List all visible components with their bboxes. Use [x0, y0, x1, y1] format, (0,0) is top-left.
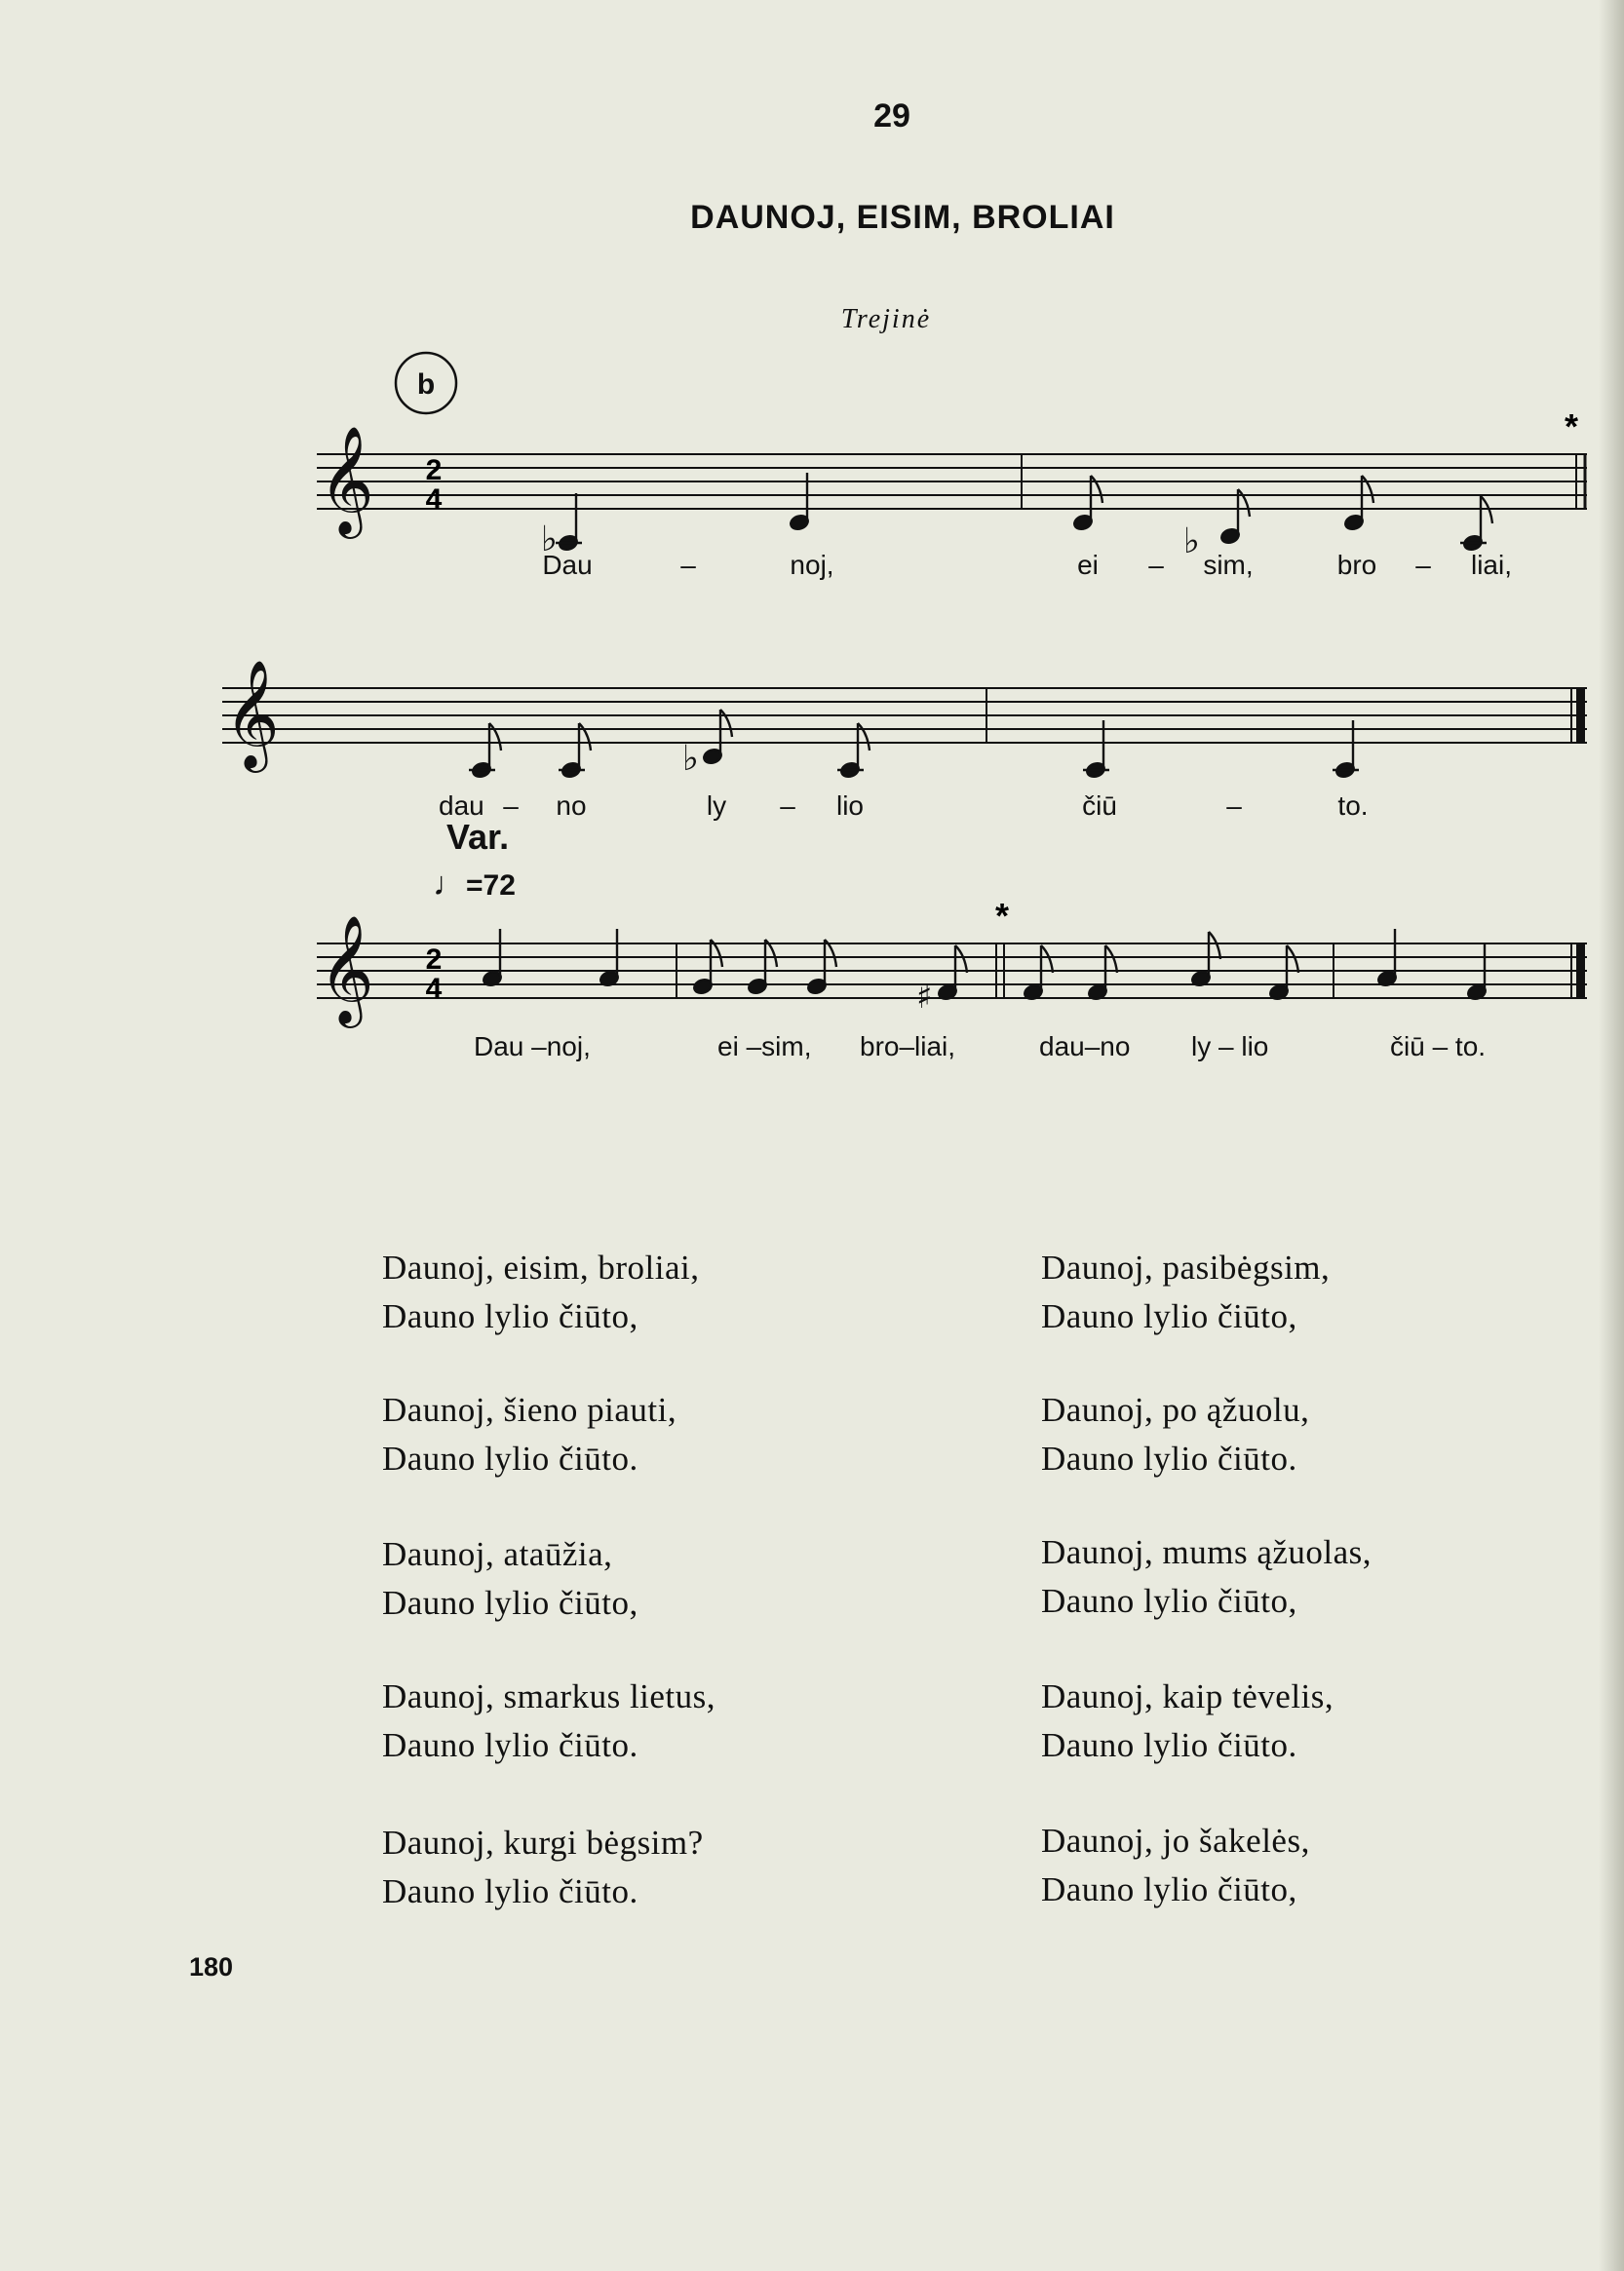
stanza — [382, 1386, 677, 1483]
staff-1-lines — [317, 454, 1587, 509]
note-eighth — [916, 945, 967, 1017]
staff-2-lines — [222, 688, 1587, 743]
note-eighth — [1072, 476, 1102, 531]
verse-line: Daunoj, ataūžia, — [382, 1535, 613, 1573]
variant-system — [317, 896, 1587, 1061]
lyric-syllable: liai, — [1470, 550, 1513, 580]
lyric-syllable: sim, — [1203, 550, 1254, 580]
note-eighth — [1343, 476, 1373, 531]
asterisk-mark: * — [1564, 406, 1579, 446]
verse-line: Daunoj, eisim, broliai, — [382, 1249, 700, 1287]
stanza — [1041, 1528, 1372, 1626]
note-eighth — [469, 723, 501, 779]
note-quarter — [1376, 929, 1397, 987]
lyric-syllable: Dau — [542, 550, 593, 580]
note-eighth — [1087, 945, 1117, 1001]
marker-letter: b — [416, 368, 436, 401]
lyric-hyphen: – — [1415, 550, 1431, 580]
verse-line: Daunoj, po ąžuolu, — [1041, 1391, 1310, 1429]
lyric-hyphen: – — [1148, 550, 1164, 580]
verse-line: Dauno lylio čiūto. — [382, 1872, 638, 1910]
asterisk-mark: * — [994, 896, 1010, 936]
time-signature-bottom: 4 — [425, 973, 443, 1005]
verse-line: Daunoj, kurgi bėgsim? — [382, 1824, 704, 1862]
page-number: 29 — [873, 97, 910, 135]
note-eighth — [559, 723, 591, 779]
verse-line: Dauno lylio čiūto. — [382, 1440, 638, 1478]
note-quarter — [599, 929, 619, 987]
final-barline-thick — [1576, 943, 1585, 998]
stanza — [382, 1530, 638, 1628]
verse-line: Daunoj, mums ąžuolas, — [1041, 1533, 1373, 1571]
verse-line: Daunoj, pasibėgsim, — [1041, 1249, 1331, 1287]
stanza — [382, 1673, 715, 1770]
treble-clef-icon: 𝄞 — [319, 914, 374, 1023]
sharp-icon: ♯ — [916, 978, 933, 1017]
variant-lyric: ei –sim, — [717, 1031, 812, 1061]
flat-icon: ♭ — [541, 520, 558, 559]
treble-clef-icon: 𝄞 — [319, 425, 374, 534]
lyric-hyphen: – — [503, 790, 519, 821]
stanza — [1041, 1244, 1330, 1341]
note-eighth — [1023, 945, 1053, 1001]
lyric-syllable: ly — [706, 790, 727, 821]
stanza — [382, 1819, 704, 1916]
treble-clef-icon: 𝄞 — [224, 659, 280, 768]
lyric-syllable: noj, — [790, 550, 834, 580]
flat-icon: ♭ — [682, 739, 699, 779]
note-quarter — [482, 929, 502, 987]
song-subtitle: Trejinė — [840, 304, 932, 334]
tempo-marking — [433, 866, 516, 904]
verse-line: Dauno lylio čiūto, — [382, 1297, 638, 1335]
time-signature-top: 2 — [425, 943, 443, 976]
verse-line: Dauno lylio čiūto, — [1041, 1582, 1297, 1620]
lyric-hyphen: – — [780, 790, 795, 821]
time-signature-bottom: 4 — [425, 483, 443, 516]
folio-number: 180 — [189, 1952, 234, 1982]
variant-lyric: čiū – to. — [1390, 1031, 1487, 1061]
variant-lyric: ly – lio — [1191, 1031, 1269, 1061]
system-2 — [222, 659, 1587, 821]
song-title: DAUNOJ, EISIM, BROLIAI — [690, 199, 1115, 236]
stanza — [1041, 1386, 1309, 1483]
lyric-syllable: lio — [835, 790, 865, 821]
note-eighth — [806, 940, 836, 995]
system-1 — [317, 353, 1587, 580]
stanza — [382, 1244, 699, 1341]
lyric-syllable: dau — [439, 790, 484, 821]
note-eighth — [837, 723, 870, 779]
note-eighth — [1268, 945, 1298, 1001]
music-score — [0, 0, 1624, 1072]
verse-line: Daunoj, jo šakelės, — [1041, 1822, 1310, 1860]
lyric-syllable: no — [556, 790, 587, 821]
note-eighth — [1190, 932, 1220, 987]
lyric-syllable: bro — [1336, 550, 1377, 580]
lyric-hyphen: – — [680, 550, 696, 580]
variant-lyric: bro–liai, — [860, 1031, 956, 1061]
verse-line: Daunoj, kaip tėvelis, — [1041, 1677, 1334, 1715]
lyric-syllable: to. — [1337, 790, 1369, 821]
verse-line: Daunoj, smarkus lietus, — [382, 1677, 716, 1715]
lyric-syllable: čiū — [1082, 790, 1117, 821]
verse-line: Dauno lylio čiūto, — [1041, 1297, 1297, 1335]
note-eighth — [692, 940, 722, 995]
note-eighth — [682, 710, 732, 779]
verse-line: Dauno lylio čiūto. — [1041, 1726, 1297, 1764]
verse-line: Dauno lylio čiūto, — [1041, 1870, 1297, 1908]
quarter-note-icon: ♩ — [433, 866, 466, 903]
note-quarter — [1466, 943, 1487, 1001]
time-signature-top: 2 — [425, 454, 443, 486]
note-eighth — [1460, 496, 1492, 552]
stanza — [1041, 1673, 1334, 1770]
variant-lyric: Dau –noj, — [474, 1031, 591, 1061]
verse-line: Dauno lylio čiūto. — [1041, 1440, 1297, 1478]
variant-lyric: dau–no — [1039, 1031, 1131, 1061]
lyric-syllable: ei — [1077, 550, 1099, 580]
final-barline-thick — [1576, 688, 1585, 743]
note-eighth — [747, 940, 777, 995]
variant-label: Var. — [446, 817, 510, 857]
verse-line: Dauno lylio čiūto, — [382, 1584, 638, 1622]
tempo-value: =72 — [466, 869, 516, 902]
lyric-hyphen: – — [1226, 790, 1242, 821]
verse-line: Dauno lylio čiūto. — [382, 1726, 638, 1764]
stanza — [1041, 1817, 1310, 1914]
verse-line: Daunoj, šieno piauti, — [382, 1391, 677, 1429]
flat-icon: ♭ — [1183, 521, 1200, 561]
